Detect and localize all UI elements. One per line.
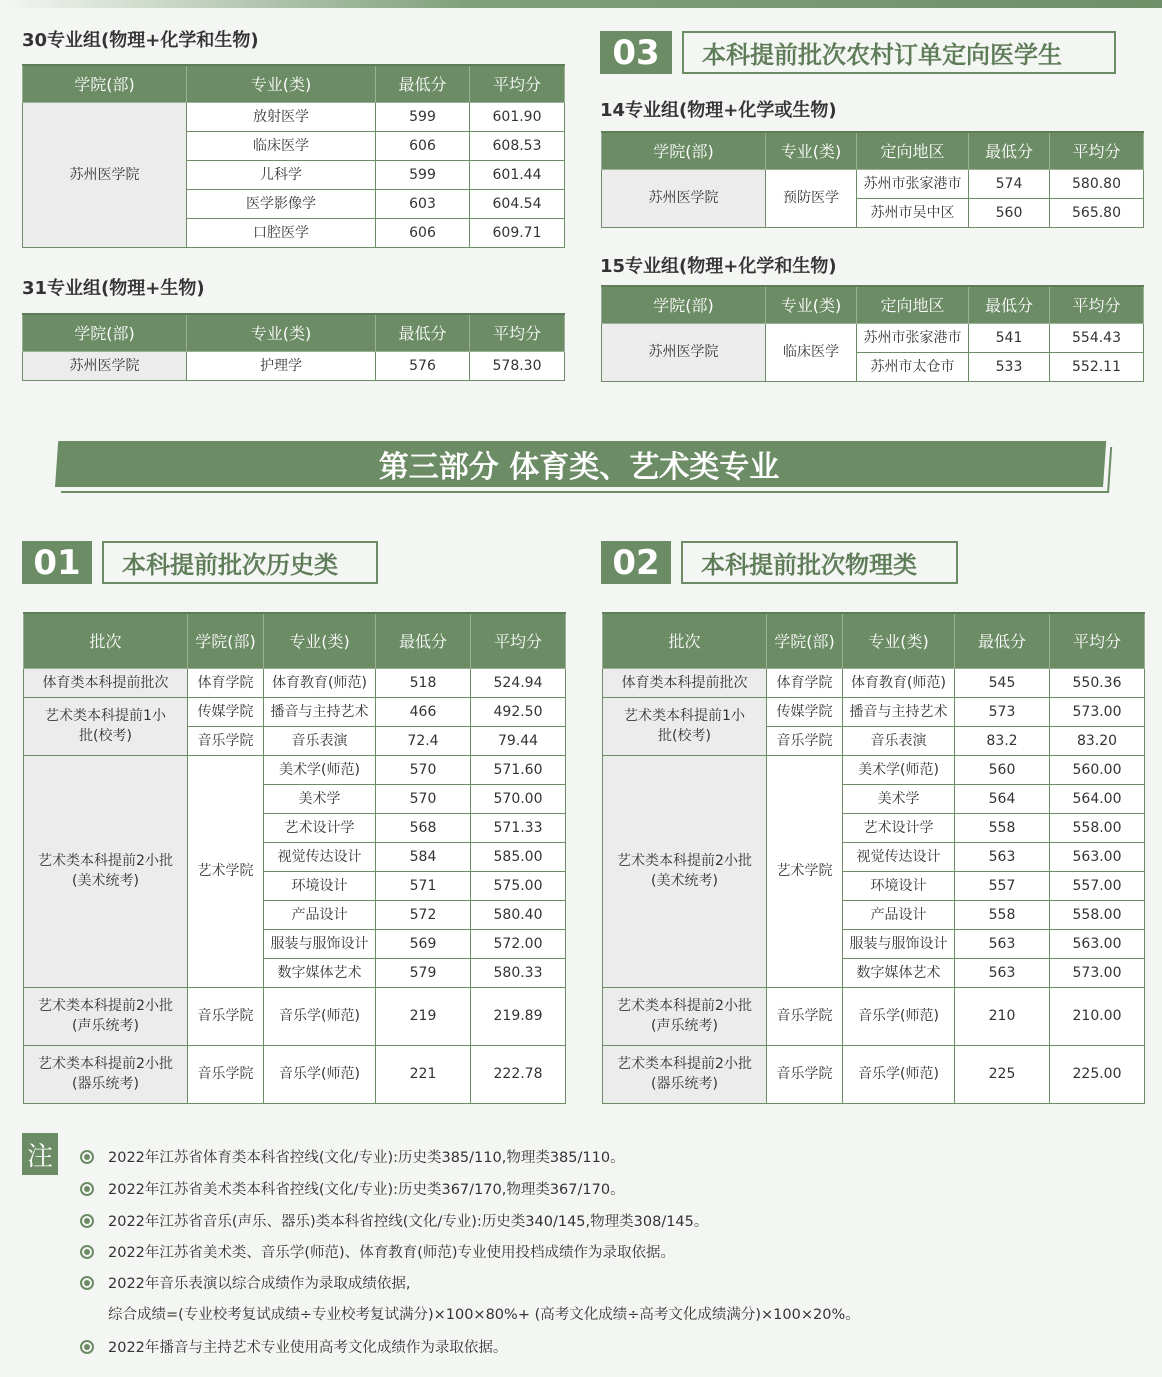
group15-table bbox=[601, 285, 1144, 382]
major-cell: 护理学 bbox=[187, 351, 376, 380]
school-cell: 音乐学院 bbox=[767, 1045, 843, 1103]
avg-score-cell: 573.00 bbox=[1050, 697, 1145, 726]
header-school: 学院(部) bbox=[602, 132, 766, 169]
badge-separator bbox=[671, 541, 681, 584]
min-score-cell: 576 bbox=[376, 351, 470, 380]
school-cell: 音乐学院 bbox=[188, 1045, 264, 1103]
major-cell: 数字媒体艺术 bbox=[843, 958, 955, 987]
table-row bbox=[603, 697, 1145, 726]
min-score-cell: 558 bbox=[955, 813, 1050, 842]
header-min: 最低分 bbox=[376, 65, 470, 102]
table-row bbox=[602, 169, 1144, 198]
note-continuation bbox=[80, 1303, 860, 1324]
min-score-cell: 219 bbox=[376, 987, 471, 1045]
avg-score-cell: 560.00 bbox=[1050, 755, 1145, 784]
school-cell: 体育学院 bbox=[767, 668, 843, 697]
avg-score-cell: 585.00 bbox=[471, 842, 566, 871]
min-score-cell: 570 bbox=[376, 784, 471, 813]
major-cell: 音乐表演 bbox=[843, 726, 955, 755]
header-min: 最低分 bbox=[376, 314, 470, 351]
min-score-cell: 570 bbox=[376, 755, 471, 784]
avg-score-cell: 571.33 bbox=[471, 813, 566, 842]
avg-score-cell: 601.90 bbox=[470, 102, 565, 131]
batch-cell: 艺术类本科提前2小批(美术统考) bbox=[603, 755, 767, 987]
school-cell: 艺术学院 bbox=[767, 755, 843, 987]
major-cell: 临床医学 bbox=[766, 323, 857, 381]
region-cell: 苏州市吴中区 bbox=[857, 198, 969, 227]
school-cell: 音乐学院 bbox=[767, 726, 843, 755]
avg-score-cell: 572.00 bbox=[471, 929, 566, 958]
min-score-cell: 569 bbox=[376, 929, 471, 958]
batch-cell: 艺术类本科提前2小批(声乐统考) bbox=[603, 987, 767, 1045]
school-cell: 音乐学院 bbox=[188, 726, 264, 755]
avg-score-cell: 554.43 bbox=[1050, 323, 1144, 352]
min-score-cell: 72.4 bbox=[376, 726, 471, 755]
table-row bbox=[24, 697, 566, 726]
note-text: 2022年江苏省美术类、音乐学(师范)、体育教育(师范)专业使用投档成绩作为录取依据。 bbox=[108, 1245, 676, 1261]
major-cell: 艺术设计学 bbox=[843, 813, 955, 842]
school-cell: 苏州医学院 bbox=[602, 169, 766, 227]
table-row bbox=[23, 351, 565, 380]
group15-title: 15专业组(物理+化学和生物) bbox=[600, 256, 837, 277]
table-row bbox=[603, 1045, 1145, 1103]
min-score-cell: 466 bbox=[376, 697, 471, 726]
avg-score-cell: 524.94 bbox=[471, 668, 566, 697]
header-school: 学院(部) bbox=[767, 613, 843, 668]
min-score-cell: 564 bbox=[955, 784, 1050, 813]
avg-score-cell: 580.80 bbox=[1050, 169, 1144, 198]
major-cell: 播音与主持艺术 bbox=[843, 697, 955, 726]
avg-score-cell: 83.20 bbox=[1050, 726, 1145, 755]
header-major: 专业(类) bbox=[264, 613, 376, 668]
min-score-cell: 606 bbox=[376, 218, 470, 247]
major-cell: 放射医学 bbox=[187, 102, 376, 131]
batch-cell: 艺术类本科提前1小批(校考) bbox=[603, 697, 767, 755]
section03-badge bbox=[600, 31, 1116, 74]
major-cell: 音乐学(师范) bbox=[843, 1045, 955, 1103]
major-cell: 产品设计 bbox=[843, 900, 955, 929]
table-row bbox=[24, 1045, 566, 1103]
avg-score-cell: 557.00 bbox=[1050, 871, 1145, 900]
avg-score-cell: 564.00 bbox=[1050, 784, 1145, 813]
batch-cell: 艺术类本科提前2小批(器乐统考) bbox=[603, 1045, 767, 1103]
header-major: 专业(类) bbox=[766, 286, 857, 323]
bullet-icon bbox=[80, 1214, 94, 1228]
major-cell: 视觉传达设计 bbox=[843, 842, 955, 871]
notes-label: 注 bbox=[22, 1133, 58, 1175]
major-cell: 数字媒体艺术 bbox=[264, 958, 376, 987]
batch-cell: 体育类本科提前批次 bbox=[603, 668, 767, 697]
min-score-cell: 557 bbox=[955, 871, 1050, 900]
avg-score-cell: 570.00 bbox=[471, 784, 566, 813]
table-row bbox=[24, 668, 566, 697]
min-score-cell: 599 bbox=[376, 160, 470, 189]
group31-title: 31专业组(物理+生物) bbox=[22, 278, 205, 299]
note-item bbox=[80, 1241, 675, 1262]
note-text: 2022年江苏省音乐(声乐、器乐)类本科省控线(文化/专业):历史类340/145,物理类308/145。 bbox=[108, 1214, 709, 1230]
group31-table bbox=[22, 313, 565, 381]
header-avg: 平均分 bbox=[471, 613, 566, 668]
min-score-cell: 545 bbox=[955, 668, 1050, 697]
major-cell: 美术学 bbox=[264, 784, 376, 813]
group14-table bbox=[601, 131, 1144, 228]
major-cell: 音乐学(师范) bbox=[264, 1045, 376, 1103]
header-major: 专业(类) bbox=[187, 65, 376, 102]
top-decor-bar bbox=[0, 0, 1162, 8]
major-cell: 服装与服饰设计 bbox=[264, 929, 376, 958]
avg-score-cell: 604.54 bbox=[470, 189, 565, 218]
min-score-cell: 221 bbox=[376, 1045, 471, 1103]
region-cell: 苏州市张家港市 bbox=[857, 169, 969, 198]
major-cell: 艺术设计学 bbox=[264, 813, 376, 842]
min-score-cell: 606 bbox=[376, 131, 470, 160]
header-region: 定向地区 bbox=[857, 286, 969, 323]
group30-table bbox=[22, 64, 565, 248]
note-item bbox=[80, 1336, 507, 1357]
group30-title: 30专业组(物理+化学和生物) bbox=[22, 30, 259, 51]
major-cell: 预防医学 bbox=[766, 169, 857, 227]
major-cell: 播音与主持艺术 bbox=[264, 697, 376, 726]
min-score-cell: 518 bbox=[376, 668, 471, 697]
avg-score-cell: 580.33 bbox=[471, 958, 566, 987]
major-cell: 音乐学(师范) bbox=[264, 987, 376, 1045]
header-avg: 平均分 bbox=[1050, 286, 1144, 323]
major-cell: 美术学(师范) bbox=[843, 755, 955, 784]
header-avg: 平均分 bbox=[470, 65, 565, 102]
avg-score-cell: 609.71 bbox=[470, 218, 565, 247]
batch-cell: 艺术类本科提前2小批(声乐统考) bbox=[24, 987, 188, 1045]
min-score-cell: 599 bbox=[376, 102, 470, 131]
min-score-cell: 83.2 bbox=[955, 726, 1050, 755]
table-row bbox=[603, 668, 1145, 697]
region-cell: 苏州市太仓市 bbox=[857, 352, 969, 381]
section01-badge bbox=[22, 541, 378, 584]
min-score-cell: 568 bbox=[376, 813, 471, 842]
avg-score-cell: 219.89 bbox=[471, 987, 566, 1045]
section02-badge bbox=[601, 541, 958, 584]
min-score-cell: 563 bbox=[955, 958, 1050, 987]
avg-score-cell: 563.00 bbox=[1050, 842, 1145, 871]
min-score-cell: 560 bbox=[969, 198, 1050, 227]
header-major: 专业(类) bbox=[843, 613, 955, 668]
major-cell: 体育教育(师范) bbox=[843, 668, 955, 697]
min-score-cell: 541 bbox=[969, 323, 1050, 352]
note-item bbox=[80, 1146, 625, 1167]
header-min: 最低分 bbox=[376, 613, 471, 668]
major-cell: 临床医学 bbox=[187, 131, 376, 160]
min-score-cell: 563 bbox=[955, 842, 1050, 871]
avg-score-cell: 571.60 bbox=[471, 755, 566, 784]
table-row bbox=[23, 102, 565, 131]
min-score-cell: 572 bbox=[376, 900, 471, 929]
group14-title: 14专业组(物理+化学或生物) bbox=[600, 100, 837, 121]
school-cell: 音乐学院 bbox=[188, 987, 264, 1045]
avg-score-cell: 552.11 bbox=[1050, 352, 1144, 381]
batch-cell: 艺术类本科提前1小批(校考) bbox=[24, 697, 188, 755]
avg-score-cell: 222.78 bbox=[471, 1045, 566, 1103]
section03-label: 本科提前批次农村订单定向医学生 bbox=[682, 31, 1116, 74]
bullet-icon bbox=[80, 1276, 94, 1290]
table-row bbox=[602, 323, 1144, 352]
min-score-cell: 533 bbox=[969, 352, 1050, 381]
note-text: 2022年播音与主持艺术专业使用高考文化成绩作为录取依据。 bbox=[108, 1340, 508, 1356]
bullet-icon bbox=[80, 1245, 94, 1259]
physics-table bbox=[602, 612, 1145, 1104]
header-major: 专业(类) bbox=[766, 132, 857, 169]
major-cell: 产品设计 bbox=[264, 900, 376, 929]
school-cell: 苏州医学院 bbox=[23, 351, 187, 380]
header-batch: 批次 bbox=[603, 613, 767, 668]
major-cell: 音乐学(师范) bbox=[843, 987, 955, 1045]
major-cell: 视觉传达设计 bbox=[264, 842, 376, 871]
table-row bbox=[603, 755, 1145, 784]
min-score-cell: 584 bbox=[376, 842, 471, 871]
min-score-cell: 571 bbox=[376, 871, 471, 900]
header-school: 学院(部) bbox=[23, 65, 187, 102]
min-score-cell: 573 bbox=[955, 697, 1050, 726]
min-score-cell: 579 bbox=[376, 958, 471, 987]
avg-score-cell: 578.30 bbox=[470, 351, 565, 380]
min-score-cell: 563 bbox=[955, 929, 1050, 958]
header-major: 专业(类) bbox=[187, 314, 376, 351]
major-cell: 环境设计 bbox=[264, 871, 376, 900]
part3-banner bbox=[55, 441, 1110, 493]
batch-cell: 艺术类本科提前2小批(器乐统考) bbox=[24, 1045, 188, 1103]
major-cell: 体育教育(师范) bbox=[264, 668, 376, 697]
avg-score-cell: 575.00 bbox=[471, 871, 566, 900]
header-school: 学院(部) bbox=[188, 613, 264, 668]
school-cell: 传媒学院 bbox=[767, 697, 843, 726]
school-cell: 传媒学院 bbox=[188, 697, 264, 726]
section01-number: 01 bbox=[22, 541, 92, 584]
note-text: 综合成绩=(专业校考复试成绩÷专业校考复试满分)×100×80%+ (高考文化成绩÷高考文化成绩满分)×100×20%。 bbox=[108, 1307, 860, 1323]
avg-score-cell: 573.00 bbox=[1050, 958, 1145, 987]
header-region: 定向地区 bbox=[857, 132, 969, 169]
major-cell: 服装与服饰设计 bbox=[843, 929, 955, 958]
avg-score-cell: 608.53 bbox=[470, 131, 565, 160]
avg-score-cell: 492.50 bbox=[471, 697, 566, 726]
header-min: 最低分 bbox=[969, 132, 1050, 169]
note-text: 2022年音乐表演以综合成绩作为录取成绩依据, bbox=[108, 1276, 411, 1292]
major-cell: 音乐表演 bbox=[264, 726, 376, 755]
bullet-icon bbox=[80, 1182, 94, 1196]
major-cell: 儿科学 bbox=[187, 160, 376, 189]
header-min: 最低分 bbox=[969, 286, 1050, 323]
note-item bbox=[80, 1272, 411, 1293]
section02-label: 本科提前批次物理类 bbox=[681, 541, 958, 584]
school-cell: 艺术学院 bbox=[188, 755, 264, 987]
major-cell: 口腔医学 bbox=[187, 218, 376, 247]
batch-cell: 艺术类本科提前2小批(美术统考) bbox=[24, 755, 188, 987]
part3-title: 第三部分 体育类、艺术类专业 bbox=[378, 450, 780, 485]
header-avg: 平均分 bbox=[1050, 132, 1144, 169]
table-row bbox=[603, 987, 1145, 1045]
header-batch: 批次 bbox=[24, 613, 188, 668]
section01-label: 本科提前批次历史类 bbox=[102, 541, 378, 584]
major-cell: 环境设计 bbox=[843, 871, 955, 900]
table-row bbox=[24, 755, 566, 784]
header-min: 最低分 bbox=[955, 613, 1050, 668]
avg-score-cell: 210.00 bbox=[1050, 987, 1145, 1045]
note-text: 2022年江苏省体育类本科省控线(文化/专业):历史类385/110,物理类385/110。 bbox=[108, 1150, 625, 1166]
section03-number: 03 bbox=[600, 31, 672, 74]
bullet-icon bbox=[80, 1340, 94, 1354]
batch-cell: 体育类本科提前批次 bbox=[24, 668, 188, 697]
min-score-cell: 225 bbox=[955, 1045, 1050, 1103]
history-table bbox=[23, 612, 566, 1104]
region-cell: 苏州市张家港市 bbox=[857, 323, 969, 352]
school-cell: 苏州医学院 bbox=[23, 102, 187, 247]
avg-score-cell: 225.00 bbox=[1050, 1045, 1145, 1103]
min-score-cell: 603 bbox=[376, 189, 470, 218]
avg-score-cell: 563.00 bbox=[1050, 929, 1145, 958]
avg-score-cell: 558.00 bbox=[1050, 813, 1145, 842]
note-item bbox=[80, 1210, 708, 1231]
min-score-cell: 210 bbox=[955, 987, 1050, 1045]
badge-separator bbox=[672, 31, 682, 74]
min-score-cell: 558 bbox=[955, 900, 1050, 929]
header-school: 学院(部) bbox=[602, 286, 766, 323]
header-avg: 平均分 bbox=[470, 314, 565, 351]
avg-score-cell: 558.00 bbox=[1050, 900, 1145, 929]
avg-score-cell: 550.36 bbox=[1050, 668, 1145, 697]
table-row bbox=[24, 987, 566, 1045]
bullet-icon bbox=[80, 1150, 94, 1164]
major-cell: 美术学(师范) bbox=[264, 755, 376, 784]
school-cell: 体育学院 bbox=[188, 668, 264, 697]
school-cell: 苏州医学院 bbox=[602, 323, 766, 381]
note-text: 2022年江苏省美术类本科省控线(文化/专业):历史类367/170,物理类367/170。 bbox=[108, 1182, 625, 1198]
avg-score-cell: 565.80 bbox=[1050, 198, 1144, 227]
major-cell: 美术学 bbox=[843, 784, 955, 813]
avg-score-cell: 79.44 bbox=[471, 726, 566, 755]
major-cell: 医学影像学 bbox=[187, 189, 376, 218]
section02-number: 02 bbox=[601, 541, 671, 584]
badge-separator bbox=[92, 541, 102, 584]
header-school: 学院(部) bbox=[23, 314, 187, 351]
min-score-cell: 560 bbox=[955, 755, 1050, 784]
avg-score-cell: 601.44 bbox=[470, 160, 565, 189]
min-score-cell: 574 bbox=[969, 169, 1050, 198]
school-cell: 音乐学院 bbox=[767, 987, 843, 1045]
header-avg: 平均分 bbox=[1050, 613, 1145, 668]
avg-score-cell: 580.40 bbox=[471, 900, 566, 929]
note-item bbox=[80, 1178, 625, 1199]
